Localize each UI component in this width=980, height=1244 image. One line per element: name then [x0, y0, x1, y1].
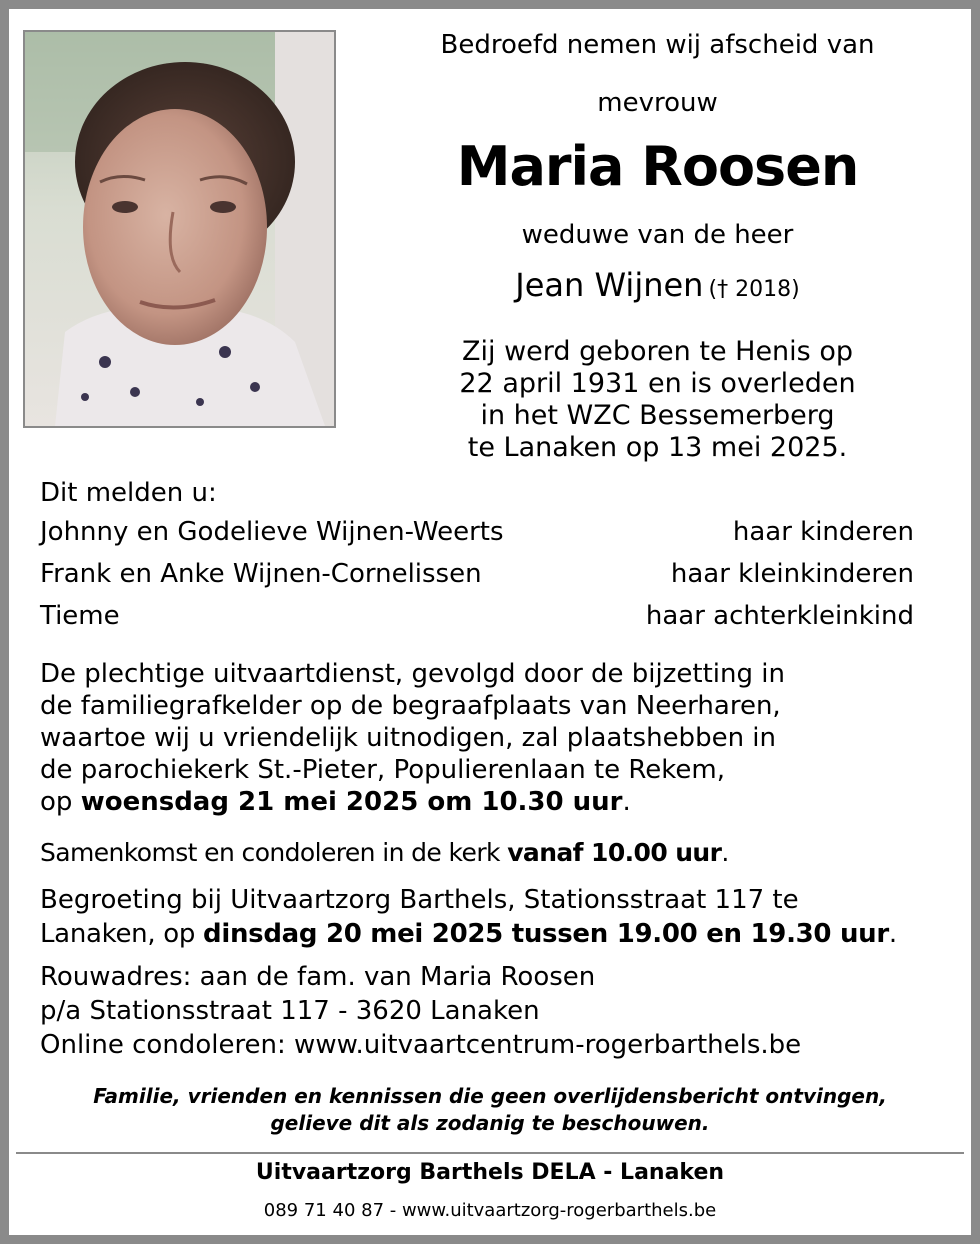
service-datetime: op woensdag 21 mei 2025 om 10.30 uur.	[40, 787, 631, 817]
service-line: de familiegrafkelder op de begraafplaats van Neerharen,	[40, 691, 781, 721]
family-member-relation: haar achterkleinkind	[645, 601, 914, 631]
deceased-name: Maria Roosen	[456, 135, 859, 198]
gathering-line: Samenkomst en condoleren in de kerk vanaf 10.00 uur.	[40, 838, 729, 867]
family-member-names: Tieme	[40, 601, 120, 631]
family-intro: Dit melden u:	[40, 478, 217, 508]
birth-death-line: Zij werd geboren te Henis op	[462, 336, 853, 367]
mourning-address-line: p/a Stationsstraat 117 - 3620 Lanaken	[40, 996, 540, 1026]
family-member-relation: haar kleinkinderen	[670, 559, 914, 589]
widow-of-text: weduwe van de heer	[521, 220, 794, 250]
service-datetime-bold: woensdag 21 mei 2025 om 10.30 uur	[80, 787, 623, 817]
birth-death-line: te Lanaken op 13 mei 2025.	[467, 432, 848, 463]
notice-line: Familie, vrienden en kennissen die geen overlijdensbericht ontvingen,	[93, 1084, 887, 1108]
gathering-time-bold: vanaf 10.00 uur	[507, 838, 722, 867]
online-condolence-link[interactable]: Online condoleren: www.uitvaartcentrum-rogerbarthels.be	[40, 1030, 802, 1060]
greeting-line: Begroeting bij Uitvaartzorg Barthels, Stationsstraat 117 te	[40, 885, 799, 915]
portrait-photo	[23, 30, 336, 428]
husband-name: Jean Wijnen	[515, 266, 704, 304]
family-member-names: Johnny en Godelieve Wijnen-Weerts	[40, 517, 504, 547]
greeting-block	[40, 883, 897, 951]
funeral-home-contact[interactable]: 089 71 40 87 - www.uitvaartzorg-rogerbarthels.be	[263, 1200, 717, 1221]
birth-death-line: in het WZC Bessemerberg	[480, 400, 835, 431]
greeting-datetime-bold: dinsdag 20 mei 2025 tussen 19.00 en 19.30 uur	[203, 919, 889, 949]
salutation: mevrouw	[597, 88, 718, 118]
service-line: waartoe wij u vriendelijk uitnodigen, zal plaatshebben in	[40, 723, 777, 753]
funeral-home-name: Uitvaartzorg Barthels DELA - Lanaken	[255, 1160, 725, 1185]
service-line: De plechtige uitvaartdienst, gevolgd door de bijzetting in	[40, 659, 785, 689]
footer-divider	[16, 1152, 964, 1154]
address-block	[40, 960, 801, 1062]
family-member-names: Frank en Anke Wijnen-Cornelissen	[40, 559, 482, 589]
notice-line: gelieve dit als zodanig te beschouwen.	[270, 1111, 710, 1135]
intro-text: Bedroefd nemen wij afscheid van	[440, 30, 875, 60]
mourning-address-line: Rouwadres: aan de fam. van Maria Roosen	[40, 962, 596, 992]
husband-line	[380, 266, 935, 304]
husband-death-year: († 2018)	[708, 277, 800, 302]
family-member-relation: haar kinderen	[732, 517, 914, 547]
service-block	[40, 658, 785, 818]
greeting-datetime: Lanaken, op dinsdag 20 mei 2025 tussen 19.00 en 19.30 uur.	[40, 919, 897, 949]
birth-death-line: 22 april 1931 en is overleden	[459, 368, 856, 399]
birth-death-block	[380, 336, 935, 464]
service-line: de parochiekerk St.-Pieter, Populierenlaan te Rekem,	[40, 755, 726, 785]
notice-block	[16, 1083, 964, 1137]
